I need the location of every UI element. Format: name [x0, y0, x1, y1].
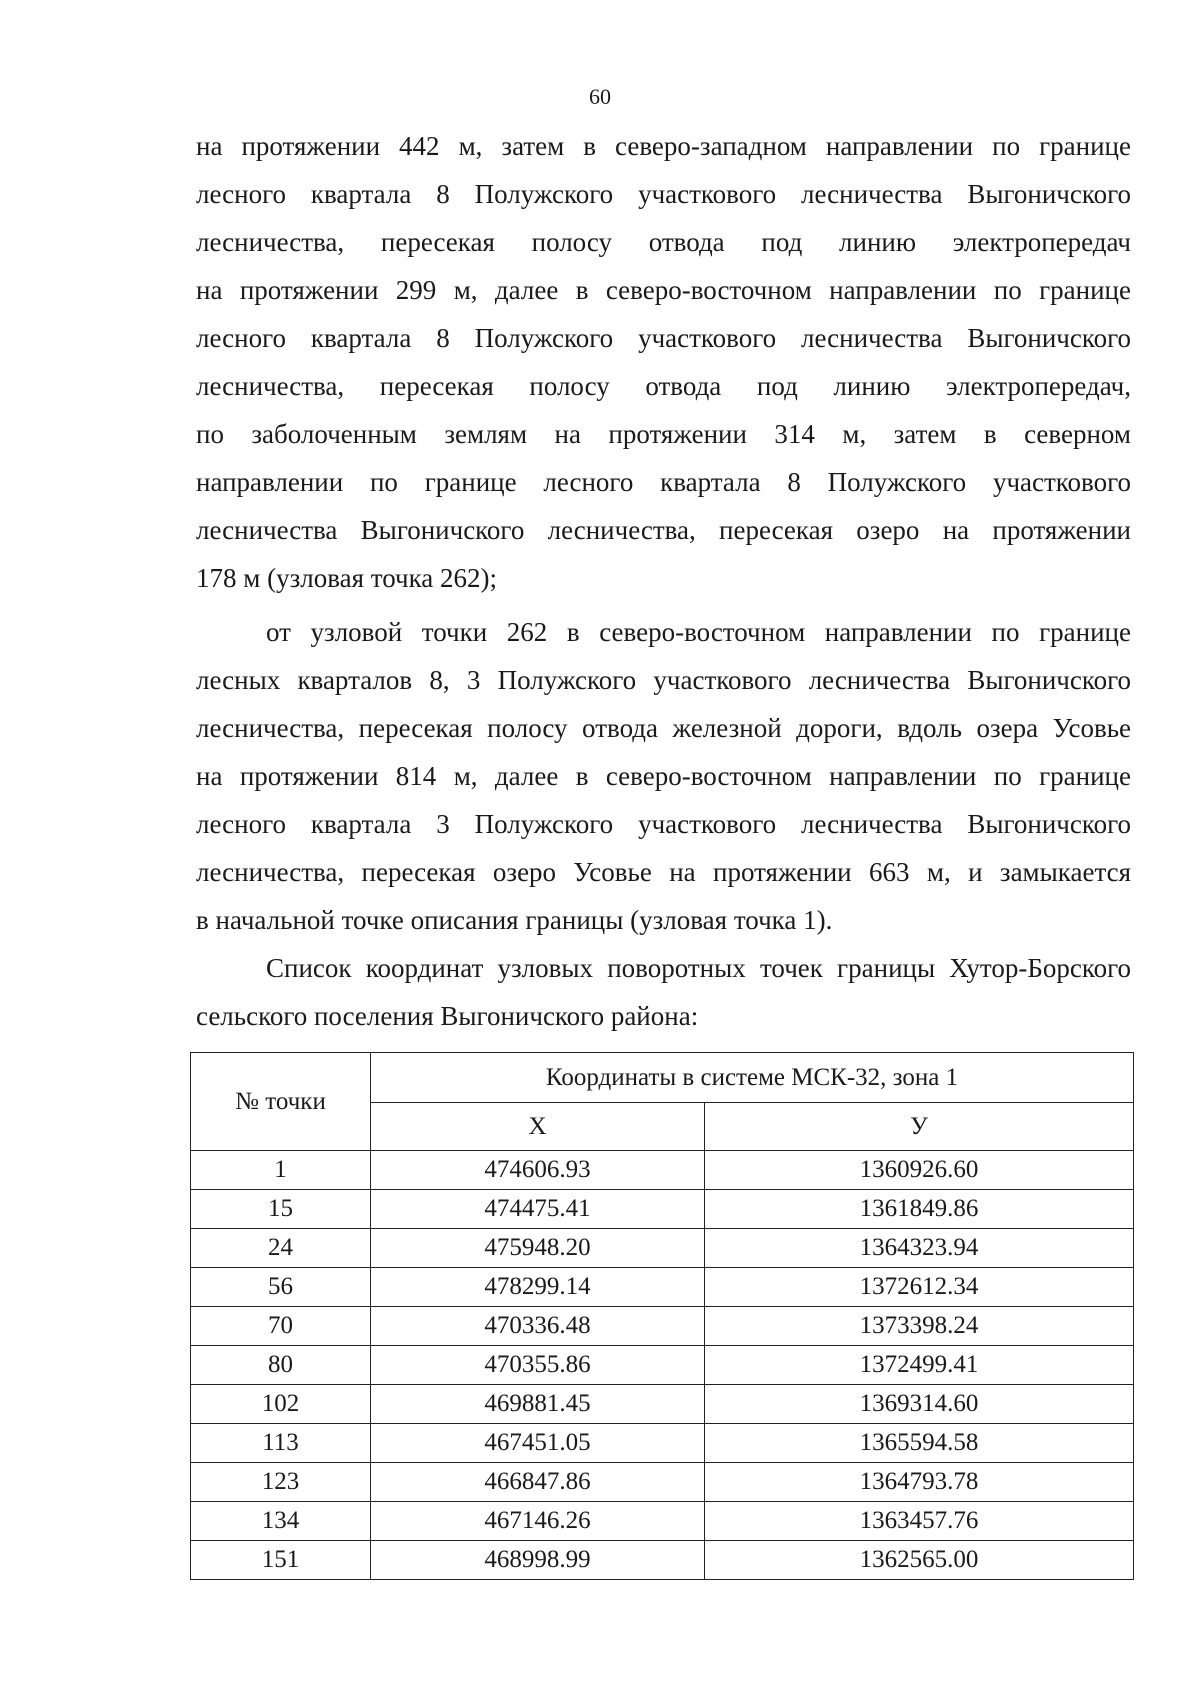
table-row: [191, 1346, 1134, 1385]
text-line: лесничества, пересекая озеро Усовье на протяжении 663 м, и замыкается: [196, 857, 1131, 887]
x-coordinate-cell: 467451.05: [371, 1424, 705, 1463]
x-coordinate-cell: 469881.45: [371, 1385, 705, 1424]
text-line: на протяжении 442 м, затем в северо-западном направлении по границе: [196, 131, 1131, 161]
y-coordinate-cell: 1363457.76: [705, 1502, 1134, 1541]
text-line: лесного квартала 8 Полужского участкового лесничества Выгоничского: [196, 179, 1131, 209]
text-line: лесного квартала 8 Полужского участкового лесничества Выгоничского: [196, 323, 1131, 353]
y-coordinate-cell: 1365594.58: [705, 1424, 1134, 1463]
x-coordinate-cell: 468998.99: [371, 1541, 705, 1580]
point-number-cell: 134: [191, 1502, 371, 1541]
table-row: [191, 1463, 1134, 1502]
x-coordinate-cell: 466847.86: [371, 1463, 705, 1502]
coordinates-table: [190, 1052, 1134, 1580]
text-line: лесного квартала 3 Полужского участкового лесничества Выгоничского: [196, 809, 1131, 839]
x-coordinate-cell: 475948.20: [371, 1229, 705, 1268]
y-coordinate-cell: 1362565.00: [705, 1541, 1134, 1580]
y-header: У: [705, 1103, 1134, 1151]
text-line: на протяжении 299 м, далее в северо-восточном направлении по границе: [196, 275, 1131, 305]
point-number-cell: 151: [191, 1541, 371, 1580]
point-number-header: № точки: [191, 1053, 371, 1151]
point-number-cell: 15: [191, 1190, 371, 1229]
text-line: по заболоченным землям на протяжении 314 м, затем в северном: [196, 419, 1131, 449]
coordinates-system-header: Координаты в системе МСК-32, зона 1: [371, 1053, 1134, 1103]
text-line: в начальной точке описания границы (узловая точка 1).: [196, 905, 833, 935]
x-coordinate-cell: 474475.41: [371, 1190, 705, 1229]
text-line: от узловой точки 262 в северо-восточном направлении по границе: [266, 617, 1131, 647]
point-number-cell: 123: [191, 1463, 371, 1502]
y-coordinate-cell: 1372612.34: [705, 1268, 1134, 1307]
table-row: [191, 1268, 1134, 1307]
point-number-cell: 80: [191, 1346, 371, 1385]
x-coordinate-cell: 474606.93: [371, 1151, 705, 1190]
text-line: 178 м (узловая точка 262);: [196, 563, 498, 593]
table-row: [191, 1151, 1134, 1190]
point-number-cell: 56: [191, 1268, 371, 1307]
x-coordinate-cell: 478299.14: [371, 1268, 705, 1307]
y-coordinate-cell: 1364793.78: [705, 1463, 1134, 1502]
x-coordinate-cell: 470336.48: [371, 1307, 705, 1346]
table-row: [191, 1190, 1134, 1229]
y-coordinate-cell: 1373398.24: [705, 1307, 1134, 1346]
text-line: на протяжении 814 м, далее в северо-восточном направлении по границе: [196, 761, 1131, 791]
text-line: лесничества Выгоничского лесничества, пересекая озеро на протяжении: [196, 515, 1131, 545]
point-number-cell: 1: [191, 1151, 371, 1190]
text-line: сельского поселения Выгоничского района:: [196, 1001, 699, 1031]
text-line: лесных кварталов 8, 3 Полужского участкового лесничества Выгоничского: [196, 665, 1131, 695]
page-number: 60: [589, 84, 611, 109]
point-number-cell: 24: [191, 1229, 371, 1268]
y-coordinate-cell: 1369314.60: [705, 1385, 1134, 1424]
paragraph-node-262: [196, 608, 1131, 944]
point-number-cell: 70: [191, 1307, 371, 1346]
point-number-cell: 102: [191, 1385, 371, 1424]
table-row: [191, 1502, 1134, 1541]
y-coordinate-cell: 1372499.41: [705, 1346, 1134, 1385]
paragraph-boundary-description: [196, 122, 1131, 602]
text-line: лесничества, пересекая полосу отвода под линию электропередач,: [196, 371, 1131, 401]
table-row: [191, 1424, 1134, 1463]
point-number-cell: 113: [191, 1424, 371, 1463]
coordinates-table-body: [191, 1151, 1134, 1580]
y-coordinate-cell: 1360926.60: [705, 1151, 1134, 1190]
paragraph-coordinates-intro: [196, 944, 1131, 1040]
text-line: лесничества, пересекая полосу отвода железной дороги, вдоль озера Усовье: [196, 713, 1131, 743]
y-coordinate-cell: 1361849.86: [705, 1190, 1134, 1229]
table-row: [191, 1541, 1134, 1580]
x-coordinate-cell: 467146.26: [371, 1502, 705, 1541]
table-row: [191, 1307, 1134, 1346]
table-row: [191, 1229, 1134, 1268]
text-line: лесничества, пересекая полосу отвода под линию электропередач: [196, 227, 1131, 257]
x-coordinate-cell: 470355.86: [371, 1346, 705, 1385]
text-line: направлении по границе лесного квартала 8 Полужского участкового: [196, 467, 1131, 497]
table-row: [191, 1385, 1134, 1424]
x-header: Х: [371, 1103, 705, 1151]
y-coordinate-cell: 1364323.94: [705, 1229, 1134, 1268]
text-line: Список координат узловых поворотных точек границы Хутор-Борского: [266, 953, 1131, 983]
